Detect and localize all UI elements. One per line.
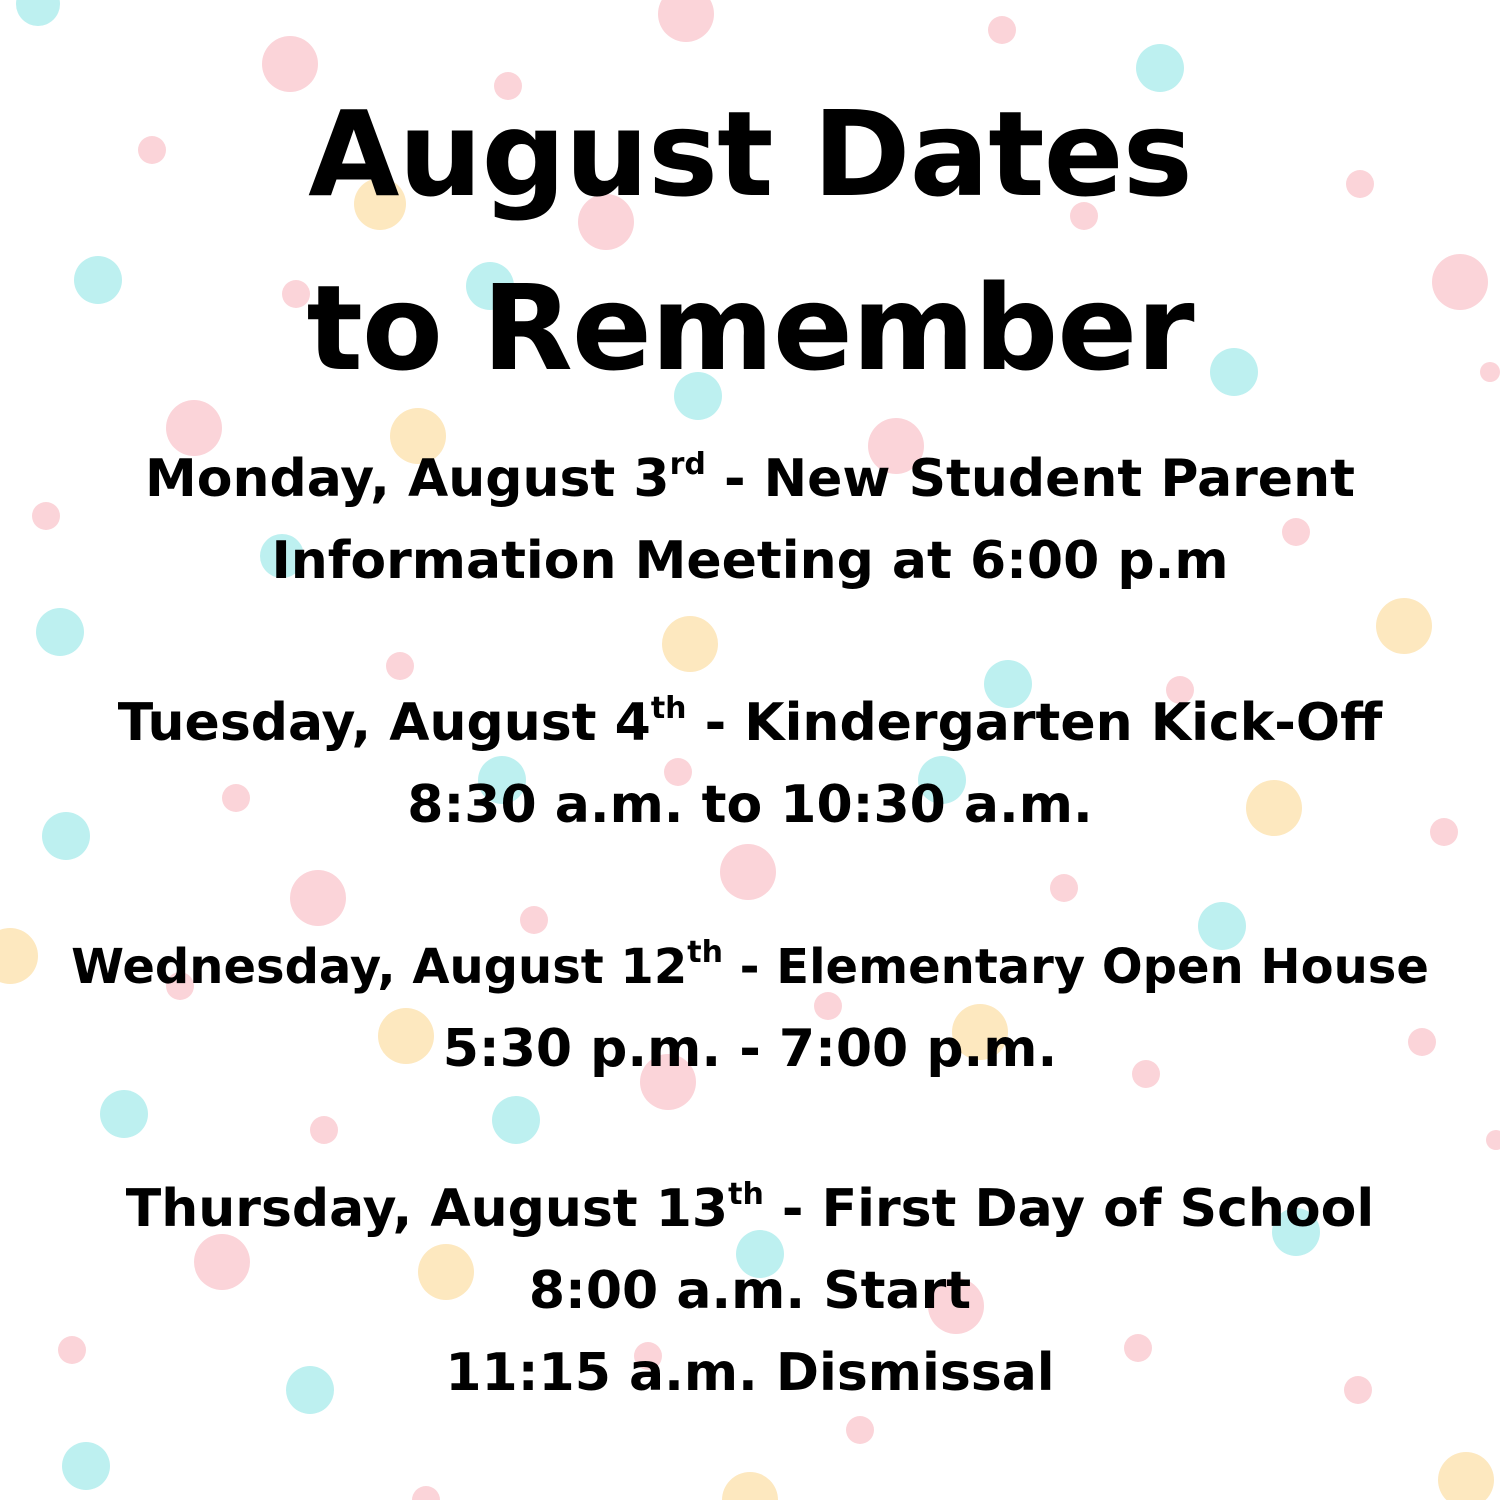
event-detail: Information Meeting at 6:00 p.m <box>271 531 1229 591</box>
date-ordinal: th <box>650 690 687 726</box>
event-kindergarten-kick-off <box>0 682 1500 846</box>
event-title: - Kindergarten Kick-Off <box>686 693 1383 753</box>
date-ordinal: th <box>687 935 723 970</box>
event-title: - New Student Parent <box>705 449 1355 509</box>
event-time: 5:30 p.m. - 7:00 p.m. <box>442 1019 1058 1079</box>
event-elementary-open-house <box>0 926 1500 1090</box>
event-title: - Elementary Open House <box>722 939 1429 995</box>
date-ordinal: th <box>728 1176 764 1212</box>
title-line-2: to Remember <box>306 259 1194 397</box>
event-new-student-parent-meeting <box>0 438 1500 602</box>
event-heading <box>0 682 1500 764</box>
event-heading <box>0 1168 1500 1250</box>
event-date: Tuesday, August 4 <box>117 693 651 753</box>
event-date: Monday, August 3 <box>145 449 670 509</box>
event-date: Wednesday, August 12 <box>71 939 688 995</box>
date-ordinal: rd <box>669 446 706 482</box>
event-dismissal-time: 11:15 a.m. Dismissal <box>445 1343 1055 1403</box>
event-title: - First Day of School <box>763 1179 1375 1239</box>
event-time: 8:30 a.m. to 10:30 a.m. <box>407 775 1093 835</box>
event-heading <box>0 926 1500 1008</box>
event-start-time: 8:00 a.m. Start <box>528 1261 972 1321</box>
event-heading <box>0 438 1500 520</box>
event-first-day-of-school <box>0 1168 1500 1414</box>
event-date: Thursday, August 13 <box>125 1179 729 1239</box>
title-line-1: August Dates <box>308 85 1192 223</box>
